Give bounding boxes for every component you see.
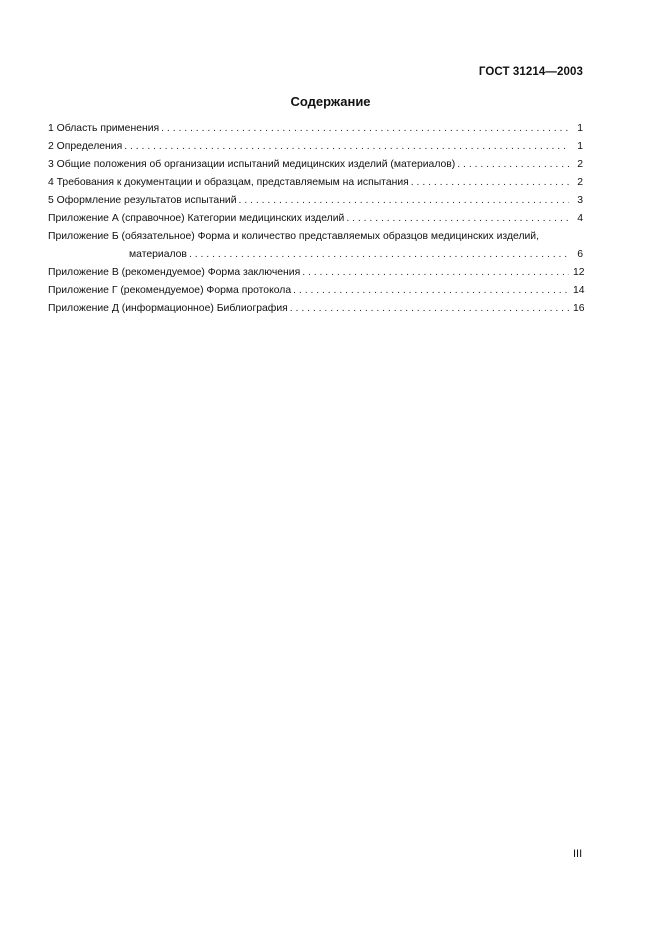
toc-entry-page: 2 <box>577 159 583 170</box>
toc-leader-dots <box>124 138 569 156</box>
toc-entry-page: 2 <box>577 177 583 188</box>
toc-leader-dots <box>302 264 569 282</box>
toc-entry-label: 4 Требования к документации и образцам, представляемым на испытания <box>48 177 409 188</box>
toc-title: Содержание <box>290 94 371 109</box>
toc-entry-2[interactable] <box>48 138 583 156</box>
toc-entry-continuation-line <box>48 246 583 264</box>
toc-entry-continuation: материалов <box>129 249 187 260</box>
toc-leader-dots <box>189 246 569 264</box>
toc-entry-appendix-g[interactable] <box>48 282 583 300</box>
toc-leader-dots <box>411 174 569 192</box>
toc-entry-page: 6 <box>577 249 583 260</box>
document-code: ГОСТ 31214—2003 <box>478 66 583 78</box>
toc-entry-label: 1 Область применения <box>48 123 160 134</box>
toc-leader-dots <box>290 300 569 318</box>
toc-entry-appendix-b[interactable] <box>48 228 583 264</box>
toc-entry-page: 16 <box>573 303 585 314</box>
toc-leader-dots <box>293 282 569 300</box>
toc-entry-label: Приложение Б (обязательное) Форма и количество представляемых образцов медицинских изделий, <box>48 231 539 242</box>
table-of-contents <box>48 120 583 318</box>
toc-entry-page: 12 <box>573 267 585 278</box>
toc-entry-page: 1 <box>577 141 583 152</box>
page-number: III <box>573 848 583 860</box>
toc-leader-dots <box>457 156 569 174</box>
toc-entry-label: 5 Оформление результатов испытаний <box>48 195 237 206</box>
toc-leader-dots <box>239 192 569 210</box>
toc-leader-dots <box>161 120 569 138</box>
toc-entry-appendix-v[interactable] <box>48 264 583 282</box>
toc-entry-label: Приложение Г (рекомендуемое) Форма протокола <box>48 285 292 296</box>
toc-entry-page: 14 <box>573 285 585 296</box>
toc-leader-dots <box>346 210 569 228</box>
toc-entry-page: 3 <box>577 195 583 206</box>
toc-entry-4[interactable] <box>48 174 583 192</box>
toc-entry-appendix-a[interactable] <box>48 210 583 228</box>
toc-entry-label: Приложение Д (информационное) Библиография <box>48 303 288 314</box>
toc-entry-5[interactable] <box>48 192 583 210</box>
toc-entry-1[interactable] <box>48 120 583 138</box>
toc-entry-appendix-d[interactable] <box>48 300 583 318</box>
toc-entry-label: Приложение В (рекомендуемое) Форма заключения <box>48 267 301 278</box>
toc-entry-label: 2 Определения <box>48 141 123 152</box>
toc-entry-page: 4 <box>577 213 583 224</box>
toc-entry-3[interactable] <box>48 156 583 174</box>
toc-entry-label: Приложение А (справочное) Категории медицинских изделий <box>48 213 345 224</box>
toc-entry-label: 3 Общие положения об организации испытаний медицинских изделий (материалов) <box>48 159 456 170</box>
toc-entry-page: 1 <box>577 123 583 134</box>
